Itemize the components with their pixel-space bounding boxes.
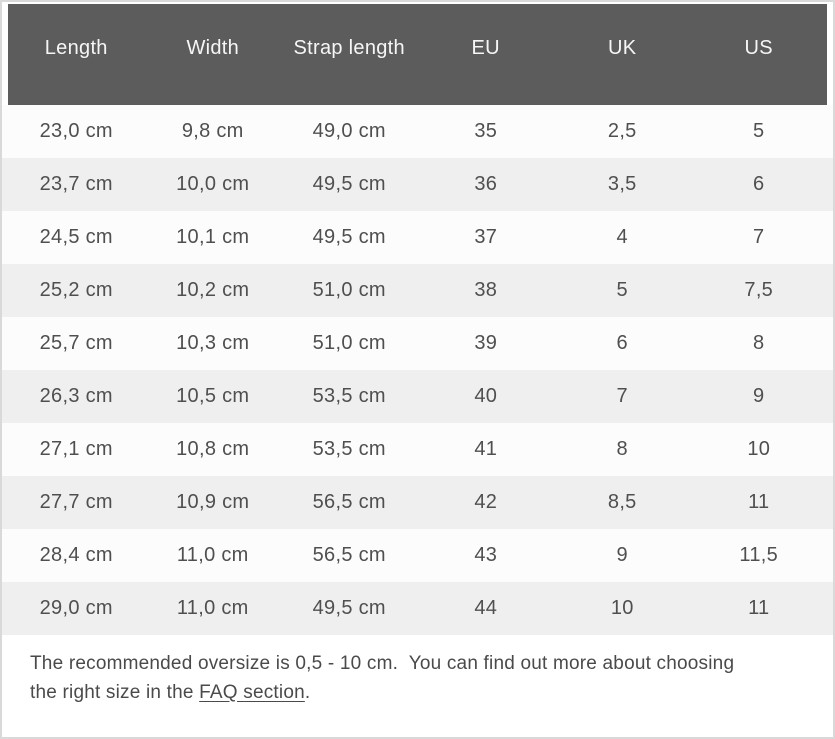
table-header [8,4,827,105]
table-cell: 49,0 cm [312,120,386,142]
table-cell: 26,3 cm [39,385,113,407]
table-cell: 40 [474,385,498,407]
table-cell: 56,5 cm [312,491,386,513]
table-cell: 35 [474,120,498,142]
table-cell: 5 [616,279,628,301]
table-body [2,105,833,635]
footer-line-2 [30,679,805,708]
table-cell: 25,2 cm [39,279,113,301]
table-cell: 10,0 cm [176,173,250,195]
table-cell: 10 [610,597,634,619]
table-row [2,476,833,529]
table-cell: 51,0 cm [312,332,386,354]
column-header-strap-length: Strap length [293,37,405,59]
table-cell: 25,7 cm [39,332,113,354]
table-cell: 28,4 cm [39,544,113,566]
table-cell: 39 [474,332,498,354]
table-cell: 5 [753,120,765,142]
table-cell: 10,5 cm [176,385,250,407]
table-cell: 49,5 cm [312,173,386,195]
footer-note [2,635,833,707]
table-row [2,582,833,635]
size-chart-table [2,2,833,737]
table-cell: 44 [474,597,498,619]
table-cell: 27,7 cm [39,491,113,513]
column-header-length: Length [44,37,108,59]
table-row [2,423,833,476]
table-cell: 23,7 cm [39,173,113,195]
table-cell: 8 [753,332,765,354]
footer-line-2-text: the right size in the [30,681,200,703]
table-cell: 49,5 cm [312,597,386,619]
table-cell: 10,2 cm [176,279,250,301]
table-cell: 10,9 cm [176,491,250,513]
table-cell: 8,5 [607,491,637,513]
table-cell: 41 [474,438,498,460]
table-row [2,529,833,582]
table-cell: 9,8 cm [181,120,244,142]
table-cell: 56,5 cm [312,544,386,566]
table-cell: 7,5 [744,279,774,301]
table-cell: 36 [474,173,498,195]
table-cell: 10,1 cm [176,226,250,248]
table-cell: 10,8 cm [176,438,250,460]
table-cell: 11,0 cm [176,597,249,619]
table-cell: 6 [616,332,628,354]
table-cell: 3,5 [607,173,637,195]
column-header-width: Width [186,37,240,59]
table-cell: 24,5 cm [39,226,113,248]
table-row [2,211,833,264]
table-cell: 43 [474,544,498,566]
table-cell: 9 [753,385,765,407]
table-cell: 38 [474,279,498,301]
table-cell: 53,5 cm [312,385,386,407]
table-row [2,105,833,158]
column-header-eu: EU [471,37,500,59]
faq-link[interactable]: FAQ section [199,681,305,703]
table-cell: 49,5 cm [312,226,386,248]
table-cell: 37 [474,226,498,248]
footer-line-1: The recommended oversize is 0,5 - 10 cm. You can find out more about choosing [30,653,735,674]
table-cell: 9 [616,544,628,566]
table-cell: 7 [753,226,765,248]
table-cell: 11,0 cm [176,544,249,566]
table-row [2,370,833,423]
footer-line-2-period: . [304,681,311,703]
table-cell: 10,3 cm [176,332,250,354]
table-cell: 11 [748,597,770,619]
table-row [2,158,833,211]
table-cell: 7 [616,385,628,407]
table-cell: 4 [616,226,628,248]
table-row [2,264,833,317]
table-cell: 10 [747,438,771,460]
table-cell: 6 [753,173,765,195]
table-cell: 23,0 cm [39,120,113,142]
table-cell: 27,1 cm [39,438,113,460]
table-cell: 8 [616,438,628,460]
table-cell: 11 [748,491,770,513]
table-row [2,317,833,370]
column-header-uk: UK [608,37,637,59]
column-header-us: US [744,37,773,59]
table-cell: 11,5 [739,544,779,566]
table-cell: 2,5 [607,120,637,142]
table-cell: 51,0 cm [312,279,386,301]
table-cell: 42 [474,491,498,513]
table-cell: 29,0 cm [39,597,113,619]
table-cell: 53,5 cm [312,438,386,460]
